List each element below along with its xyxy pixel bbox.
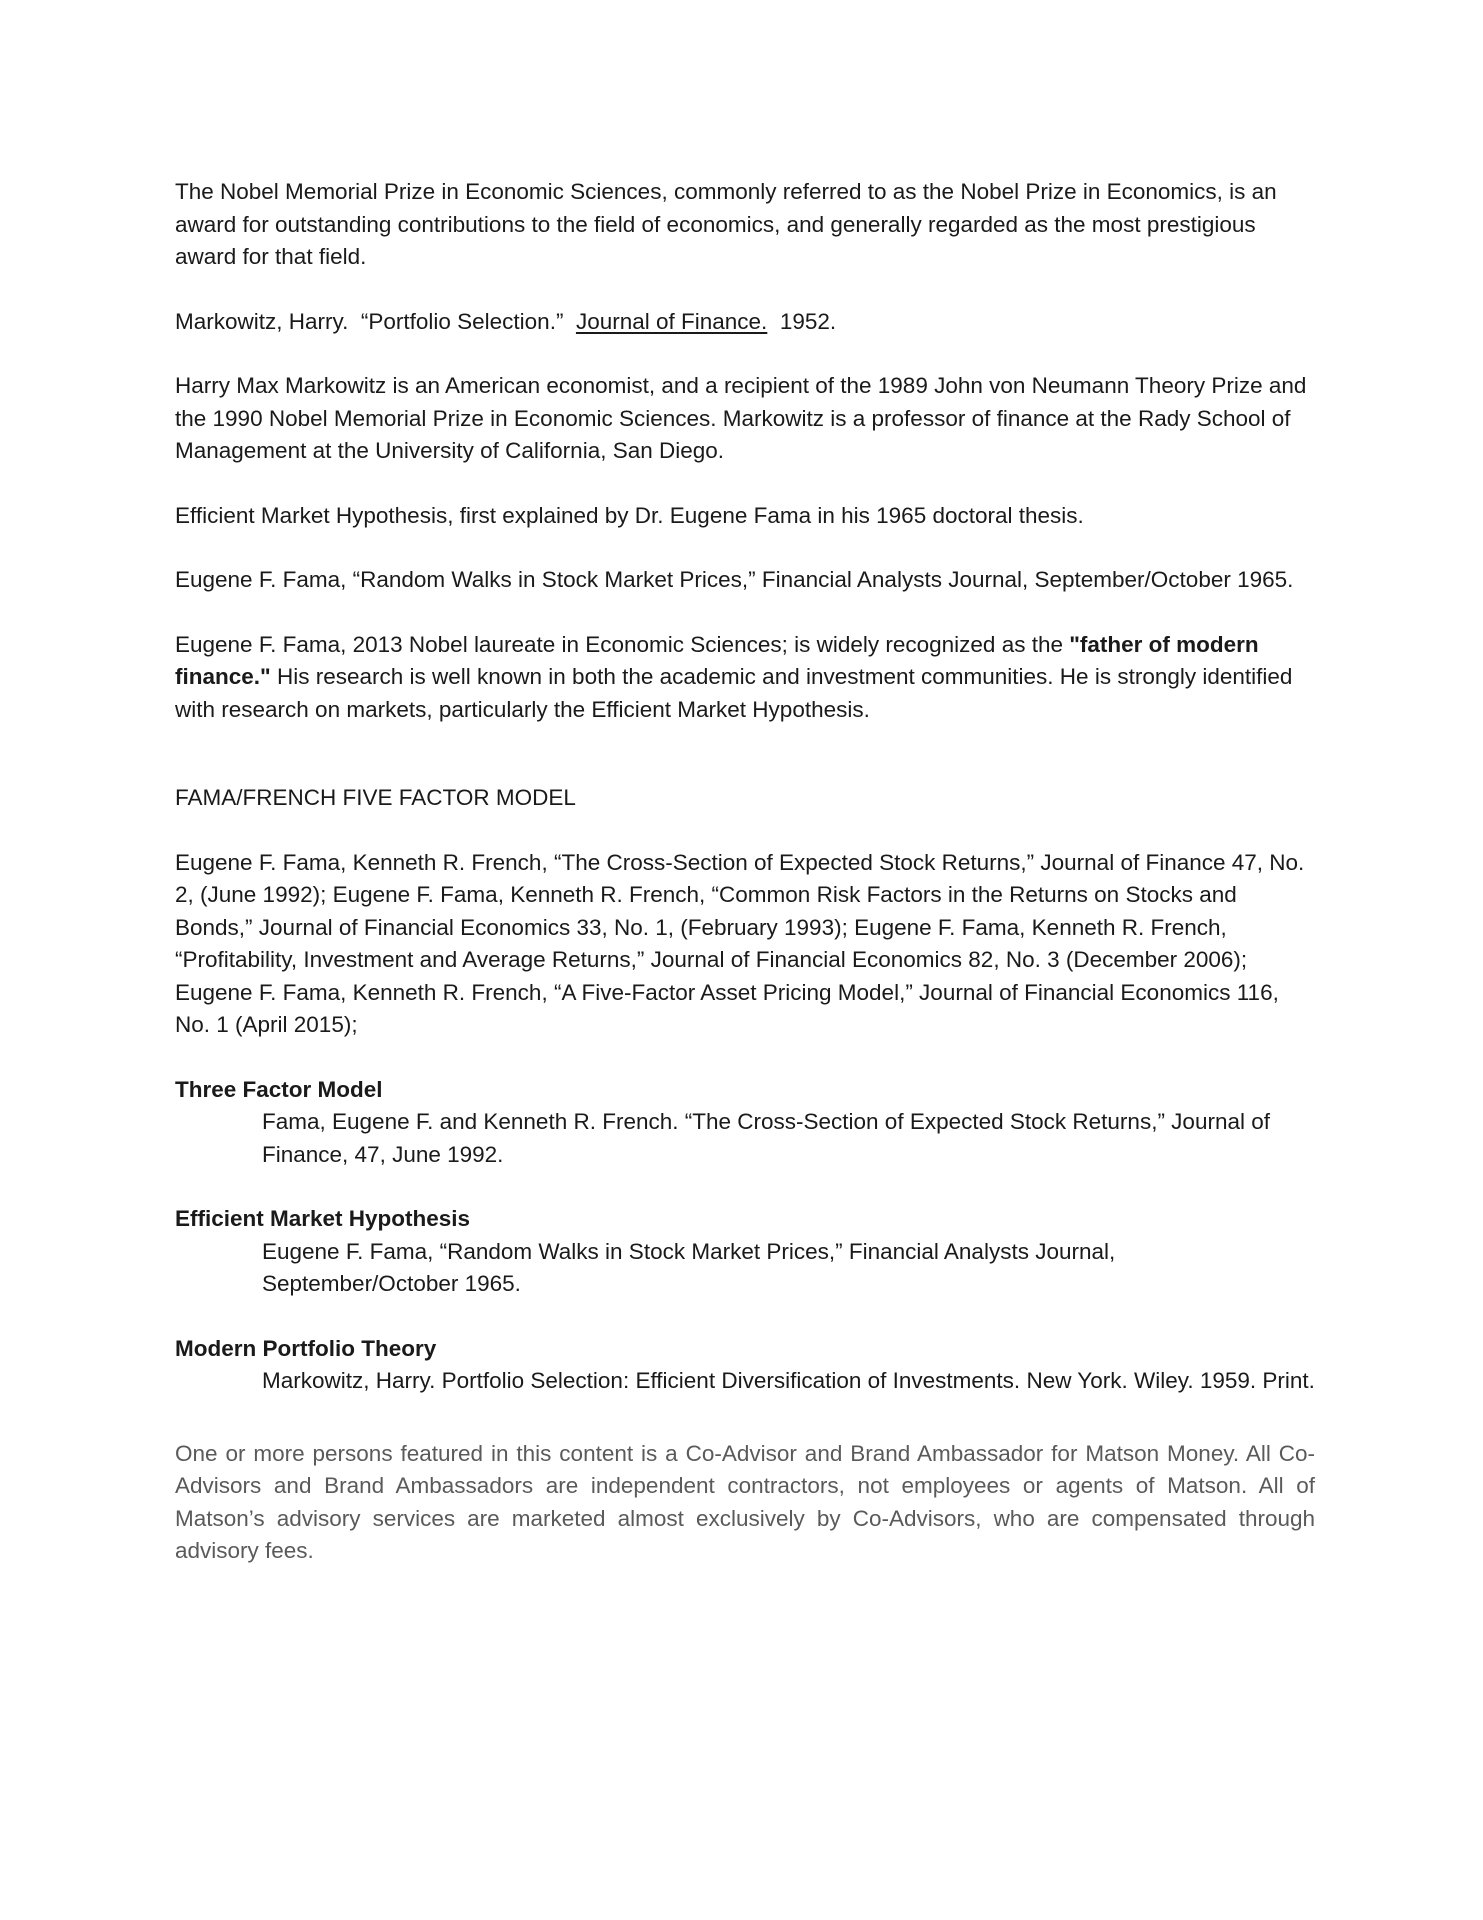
reference-citation: Markowitz, Harry. Portfolio Selection: Efficient Diversification of Investments. New York. Wiley. 1959. Print. <box>262 1368 1315 1393</box>
emh-paragraph: Efficient Market Hypothesis, first explained by Dr. Eugene Fama in his 1965 doctoral thesis. <box>175 502 1084 528</box>
markowitz-author-title: Markowitz, Harry. “Portfolio Selection.” <box>175 308 576 334</box>
reference-modern-portfolio <box>175 1333 1315 1398</box>
markowitz-citation <box>175 306 1315 339</box>
five-factor-references: Eugene F. Fama, Kenneth R. French, “The Cross-Section of Expected Stock Returns,” Journal of Finance 47, No. 2, (June 1992); Eugene F. Fama, Kenneth R. French, “Common Risk Factors in the Returns on Stocks and Bonds,” Journal of Financial Economics 33, No. 1, (February 1993); Eugene F. Fama, Kenneth R. French, “Profitability, Investment and Average Returns,” Journal of Financial Economics 82, No. 3 (December 2006); Eugene F. Fama, Kenneth R. French, “A Five-Factor Asset Pricing Model,” Journal of Financial Economics 116, No. 1 (April 2015); <box>175 849 1305 1037</box>
journal-of-finance-title: Journal of Finance. <box>575 308 768 334</box>
reference-heading: Efficient Market Hypothesis <box>175 1206 471 1231</box>
disclaimer-paragraph: One or more persons featured in this content is a Co-Advisor and Brand Ambassador for Matson Money. All Co-Advisors and Brand Ambassadors are independent contractors, not employees or agents of Matson. All of Matson’s advisory services are marketed almost exclusively by Co-Advisors, who are compensated through advisory fees. <box>175 1440 1315 1563</box>
fama-bio-text-before: Eugene F. Fama, 2013 Nobel laureate in Economic Sciences; is widely recognized as the <box>175 631 1070 657</box>
fama-bio-text-after: His research is well known in both the academic and investment communities. He is strongly identified with research on markets, particularly the Efficient Market Hypothesis. <box>175 664 1293 722</box>
reference-efficient-market <box>175 1203 1315 1301</box>
father-of-modern-finance: "father of modern finance." <box>175 631 1259 689</box>
markowitz-bio-paragraph: Harry Max Markowitz is an American economist, and a recipient of the 1989 John von Neumann Theory Prize and the 1990 Nobel Memorial Prize in Economic Sciences. Markowitz is a professor of finance at the Rady School of Management at the University of California, San Diego. <box>175 373 1307 463</box>
markowitz-year: 1952. <box>767 308 837 334</box>
reference-heading: Modern Portfolio Theory <box>175 1335 437 1361</box>
reference-citation: Eugene F. Fama, “Random Walks in Stock Market Prices,” Financial Analysts Journal, September/October 1965. <box>262 1238 1116 1296</box>
section-title-five-factor: FAMA/FRENCH FIVE FACTOR MODEL <box>175 785 576 810</box>
document-body <box>175 176 1315 1568</box>
reference-citation: Fama, Eugene F. and Kenneth R. French. “The Cross-Section of Expected Stock Returns,” Journal of Finance, 47, June 1992. <box>262 1109 1270 1167</box>
fama-bio-paragraph <box>175 629 1315 727</box>
nobel-intro-paragraph: The Nobel Memorial Prize in Economic Sciences, commonly referred to as the Nobel Prize in Economics, is an award for outstanding contributions to the field of economics, and generally regarded as the most prestigious award for that field. <box>175 179 1277 269</box>
reference-three-factor <box>175 1074 1315 1172</box>
reference-heading: Three Factor Model <box>175 1076 383 1102</box>
fama-citation-paragraph: Eugene F. Fama, “Random Walks in Stock Market Prices,” Financial Analysts Journal, September/October 1965. <box>175 567 1294 592</box>
